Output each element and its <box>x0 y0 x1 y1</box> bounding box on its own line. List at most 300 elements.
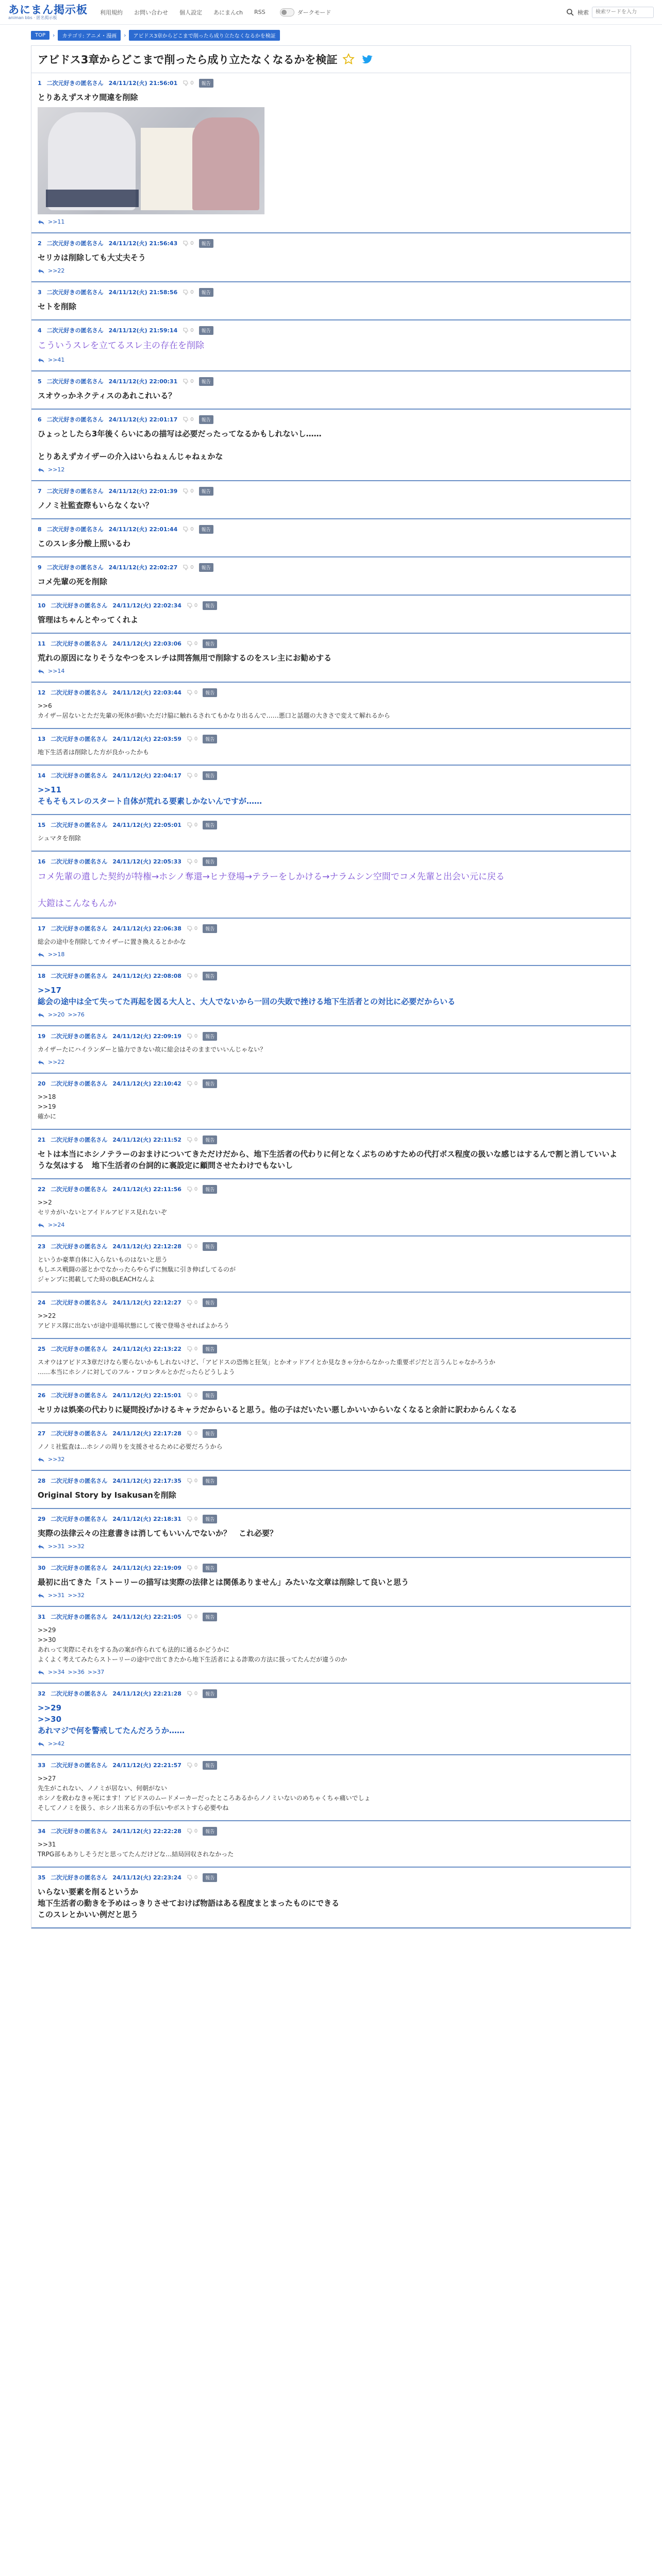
bad-button[interactable] <box>183 564 193 570</box>
report-button[interactable]: 報告 <box>199 377 213 386</box>
toggle-switch[interactable] <box>280 8 294 16</box>
poster-name: 二次元好きの匿名さん <box>46 327 104 334</box>
post-body: Original Story by Isakusanを削除 <box>38 1490 176 1500</box>
report-button[interactable]: 報告 <box>199 415 213 424</box>
poster-name: 二次元好きの匿名さん <box>51 1243 108 1250</box>
post-item <box>31 282 631 320</box>
report-button[interactable]: 報告 <box>203 1873 217 1882</box>
post-body: スオウっかネクティスのあれこれいる？ <box>38 391 176 400</box>
report-button[interactable]: 報告 <box>203 1136 217 1144</box>
reply-icon <box>38 1222 45 1228</box>
post-body: >>31 TRPG部もありしそうだと思ってたんだけどな…結局回収されなかった <box>38 1841 234 1858</box>
post-date: 24/11/12(火) 22:11:52 <box>112 1137 181 1143</box>
breadcrumb-thread[interactable]: アビドス3章からどこまで削ったら成り立たなくなるかを検証 <box>129 30 279 41</box>
reply-icon <box>38 467 45 473</box>
post-number[interactable]: 16 <box>38 858 46 865</box>
bad-count: 0 <box>194 1186 198 1192</box>
bad-count: 0 <box>194 1874 198 1880</box>
reply-icon <box>38 952 45 958</box>
bad-count: 0 <box>194 1478 198 1484</box>
post-number[interactable]: 1 <box>38 79 42 87</box>
thumb-down-icon <box>183 327 189 333</box>
post-item <box>31 766 631 815</box>
bad-count: 0 <box>194 1033 198 1039</box>
report-button[interactable]: 報告 <box>203 1391 217 1400</box>
report-button[interactable]: 報告 <box>199 288 213 297</box>
bad-button[interactable] <box>187 1186 197 1192</box>
poster-name: 二次元好きの匿名さん <box>46 378 104 385</box>
site-header <box>0 0 662 25</box>
bad-button[interactable] <box>183 327 193 333</box>
post-number[interactable]: 26 <box>38 1392 46 1399</box>
reply-icon <box>38 1456 45 1463</box>
bad-button[interactable] <box>187 1478 197 1484</box>
bad-button[interactable] <box>183 488 193 494</box>
post-number[interactable]: 17 <box>38 925 46 932</box>
bad-button[interactable] <box>183 289 193 295</box>
reply-links <box>38 1059 623 1065</box>
thumb-down-icon <box>187 1690 193 1697</box>
post-body: コメ先輩の遺した契約が特権→ホシノ奪還→ヒナ登場→テラーをしかける→ナラムシン空間でコメ先輩と出会い元に戻る 大鎧はこんなもんか <box>38 872 505 909</box>
report-button[interactable]: 報告 <box>203 857 217 866</box>
report-button[interactable]: 報告 <box>203 688 217 697</box>
reply-link[interactable]: >>22 <box>48 1059 65 1065</box>
bad-button[interactable] <box>187 1033 197 1039</box>
post-item <box>31 1074 631 1130</box>
post-header <box>38 924 623 933</box>
post-item <box>31 683 631 729</box>
thumb-down-icon <box>183 416 189 422</box>
breadcrumb <box>0 25 662 45</box>
reply-link[interactable]: >>14 <box>48 668 65 674</box>
nav-settings[interactable]: 個人設定 <box>179 9 202 16</box>
poster-name: 二次元好きの匿名さん <box>51 602 108 609</box>
report-button[interactable]: 報告 <box>203 639 217 648</box>
post-number[interactable]: 18 <box>38 972 46 979</box>
post-header <box>38 820 623 829</box>
bad-button[interactable] <box>187 772 197 778</box>
report-button[interactable]: 報告 <box>203 1345 217 1353</box>
thumb-down-icon <box>187 1080 193 1087</box>
reply-links <box>38 1740 623 1747</box>
poster-name: 二次元好きの匿名さん <box>51 1565 108 1571</box>
report-button[interactable]: 報告 <box>203 1185 217 1194</box>
thumb-down-icon <box>187 1565 193 1571</box>
poster-name: 二次元好きの匿名さん <box>51 1080 108 1087</box>
post-date: 24/11/12(火) 22:11:56 <box>112 1186 181 1193</box>
site-logo[interactable] <box>8 4 88 21</box>
bad-button[interactable] <box>187 1430 197 1436</box>
poster-name: 二次元好きの匿名さん <box>46 416 104 423</box>
thumb-down-icon <box>187 1392 193 1398</box>
bad-button[interactable] <box>183 80 193 86</box>
poster-name: 二次元好きの匿名さん <box>51 1874 108 1881</box>
post-number[interactable]: 21 <box>38 1136 46 1143</box>
post-number[interactable]: 5 <box>38 378 42 385</box>
report-button[interactable]: 報告 <box>199 239 213 248</box>
post-body: >>29 >>30 あれマジで何を警戒してたんだろうか…… <box>38 1703 185 1735</box>
post-item <box>31 1385 631 1423</box>
post-header <box>38 1826 623 1836</box>
post-number[interactable]: 7 <box>38 487 42 495</box>
reply-links <box>38 267 623 274</box>
thumb-down-icon <box>187 1828 193 1834</box>
reply-link[interactable]: >>32 <box>48 1456 65 1463</box>
bad-count: 0 <box>194 1828 198 1834</box>
post-body: セトは本当にホシノテラーのおまけについてきただけだから、地下生活者の代わりに何となくぶちのめすための代打ボス程度の扱いな感じはするんで割と消していいような気はする 地下生活者の台詞的に裏設定に顧問させたわけでもないし <box>38 1149 618 1170</box>
reply-icon <box>38 219 45 225</box>
report-button[interactable]: 報告 <box>203 924 217 933</box>
post-item <box>31 481 631 519</box>
post-number[interactable]: 8 <box>38 526 42 533</box>
thumb-down-icon <box>187 1516 193 1522</box>
post-date: 24/11/12(火) 22:03:06 <box>112 640 181 647</box>
post-header <box>38 486 623 496</box>
bad-button[interactable] <box>187 736 197 742</box>
reply-link[interactable]: >>22 <box>48 267 65 274</box>
thumb-down-icon <box>187 858 193 865</box>
post-body: こういうスレを立てるスレ主の存在を削除 <box>38 341 204 351</box>
poster-name: 二次元好きの匿名さん <box>51 1346 108 1352</box>
post-date: 24/11/12(火) 21:58:56 <box>108 289 178 296</box>
post-number[interactable]: 32 <box>38 1690 46 1697</box>
report-button[interactable]: 報告 <box>203 1477 217 1485</box>
bad-count: 0 <box>190 327 194 333</box>
bad-button[interactable] <box>183 378 193 384</box>
reply-link[interactable]: >>24 <box>48 1222 65 1228</box>
dark-mode-toggle[interactable] <box>280 8 332 16</box>
bad-count: 0 <box>194 602 198 608</box>
report-button[interactable]: 報告 <box>199 525 213 534</box>
reply-link[interactable]: >>20 <box>48 1011 65 1018</box>
post-item <box>31 1755 631 1821</box>
post-date: 24/11/12(火) 22:13:22 <box>112 1346 181 1352</box>
search-icon[interactable] <box>566 8 574 16</box>
bad-count: 0 <box>194 1516 198 1522</box>
bad-button[interactable] <box>187 640 197 647</box>
reply-links <box>38 466 623 473</box>
post-header <box>38 524 623 534</box>
search-box <box>566 7 654 18</box>
reply-icon <box>38 1544 45 1550</box>
post-date: 24/11/12(火) 22:05:01 <box>112 822 181 828</box>
reply-link[interactable]: >>11 <box>48 218 65 225</box>
post-date: 24/11/12(火) 21:56:01 <box>108 80 178 87</box>
bad-button[interactable] <box>187 822 197 828</box>
bad-button[interactable] <box>187 1874 197 1880</box>
bad-count: 0 <box>194 640 198 647</box>
post-item <box>31 919 631 966</box>
report-button[interactable]: 報告 <box>203 1032 217 1041</box>
post-header <box>38 1514 623 1523</box>
post-number[interactable]: 14 <box>38 772 46 779</box>
poster-name: 二次元好きの匿名さん <box>51 822 108 828</box>
report-button[interactable]: 報告 <box>203 1613 217 1621</box>
post-date: 24/11/12(火) 22:12:28 <box>112 1243 181 1250</box>
post-number[interactable]: 20 <box>38 1080 46 1087</box>
post-date: 24/11/12(火) 22:02:34 <box>112 602 181 609</box>
bad-count: 0 <box>190 488 194 494</box>
post-body: カイザーたにハイランダーと協力できない故に総会はそのままでいいんじゃない？ <box>38 1046 267 1053</box>
report-button[interactable]: 報告 <box>199 487 213 496</box>
post-number[interactable]: 12 <box>38 689 46 696</box>
nav-terms[interactable]: 利用規約 <box>100 9 123 16</box>
reply-links <box>38 357 623 363</box>
logo-subtitle: animan bbs · 匿名掲示板 <box>8 15 57 20</box>
report-button[interactable]: 報告 <box>199 326 213 335</box>
reply-link[interactable]: >>18 <box>48 951 65 958</box>
post-body: というか豪華自体に入らないものはないと思う もしエス戦闘の部とかでなかったらやらずに無駄に引き伸ばしてるのが ジャンプに掲載してた時のBLEACHなんよ <box>38 1256 236 1283</box>
bad-count: 0 <box>194 1080 198 1087</box>
post-number[interactable]: 9 <box>38 564 42 571</box>
report-button[interactable]: 報告 <box>199 563 213 572</box>
bad-count: 0 <box>194 1299 198 1306</box>
post-body: 最初に出てきた「ストーリーの描写は実際の法律とは関係ありません」みたいな文章は削除して良いと思う <box>38 1578 409 1587</box>
bad-count: 0 <box>190 80 194 86</box>
post-item <box>31 1236 631 1293</box>
report-button[interactable]: 報告 <box>203 1242 217 1251</box>
post-item <box>31 410 631 481</box>
reply-link[interactable]: >>76 <box>68 1011 85 1018</box>
report-button[interactable]: 報告 <box>203 1429 217 1438</box>
post-date: 24/11/12(火) 22:06:38 <box>112 925 181 932</box>
report-button[interactable]: 報告 <box>203 1827 217 1836</box>
post-number[interactable]: 15 <box>38 821 46 828</box>
post-number[interactable]: 24 <box>38 1299 46 1306</box>
bad-count: 0 <box>194 925 198 931</box>
post-header <box>38 1476 623 1485</box>
bad-button[interactable] <box>187 1299 197 1306</box>
thumb-down-icon <box>187 640 193 647</box>
bad-button[interactable] <box>187 1690 197 1697</box>
favorite-star-icon[interactable] <box>342 53 355 65</box>
reply-link[interactable]: >>42 <box>48 1740 65 1747</box>
report-button[interactable]: 報告 <box>203 1515 217 1523</box>
bad-button[interactable] <box>187 1243 197 1249</box>
reply-links <box>38 1456 623 1463</box>
post-number[interactable]: 2 <box>38 240 42 247</box>
bad-button[interactable] <box>183 240 193 246</box>
report-button[interactable]: 報告 <box>199 79 213 88</box>
thumb-down-icon <box>183 80 189 86</box>
post-header <box>38 688 623 697</box>
twitter-share-icon[interactable] <box>360 53 373 65</box>
bad-button[interactable] <box>187 1516 197 1522</box>
poster-name: 二次元好きの匿名さん <box>51 1392 108 1399</box>
thumb-down-icon <box>187 1614 193 1620</box>
report-button[interactable]: 報告 <box>203 601 217 610</box>
reply-link[interactable]: >>41 <box>48 357 65 363</box>
reply-link[interactable]: >>31 <box>48 1592 65 1599</box>
bad-button[interactable] <box>183 416 193 422</box>
thumb-down-icon <box>187 1874 193 1880</box>
post-item <box>31 1868 631 1928</box>
post-header <box>38 415 623 424</box>
post-number[interactable]: 6 <box>38 416 42 423</box>
bad-button[interactable] <box>187 1137 197 1143</box>
post-date: 24/11/12(火) 22:01:17 <box>108 416 178 423</box>
bad-count: 0 <box>194 822 198 828</box>
nav-animanch[interactable]: あにまんch <box>213 9 243 16</box>
bad-button[interactable] <box>187 925 197 931</box>
post-header <box>38 601 623 610</box>
post-item <box>31 1293 631 1339</box>
post-number[interactable]: 13 <box>38 735 46 742</box>
bad-button[interactable] <box>187 1392 197 1398</box>
bad-button[interactable] <box>187 602 197 608</box>
reply-link[interactable]: >>37 <box>87 1669 105 1675</box>
report-button[interactable]: 報告 <box>203 821 217 829</box>
search-input[interactable] <box>592 7 654 18</box>
bad-button[interactable] <box>187 1614 197 1620</box>
thumb-down-icon <box>187 1137 193 1143</box>
post-number[interactable]: 33 <box>38 1761 46 1769</box>
post-number[interactable]: 34 <box>38 1827 46 1835</box>
report-button[interactable]: 報告 <box>203 1761 217 1770</box>
post-number[interactable]: 23 <box>38 1243 46 1250</box>
post-number[interactable]: 4 <box>38 327 42 334</box>
reply-links <box>38 1222 623 1228</box>
post-body: とりあえずスオウ間違を削除 <box>38 93 138 102</box>
reply-link[interactable]: >>12 <box>48 466 65 473</box>
thumb-down-icon <box>187 1346 193 1352</box>
post-header <box>38 1135 623 1144</box>
post-number[interactable]: 28 <box>38 1477 46 1484</box>
post-number[interactable]: 27 <box>38 1430 46 1437</box>
bad-button[interactable] <box>187 973 197 979</box>
post-item <box>31 73 631 233</box>
breadcrumb-top[interactable]: TOP <box>31 31 49 40</box>
post-number[interactable]: 3 <box>38 289 42 296</box>
post-body: コメ先輩の死を削除 <box>38 577 108 586</box>
bad-button[interactable] <box>187 1080 197 1087</box>
poster-name: 二次元好きの匿名さん <box>51 1762 108 1769</box>
bad-button[interactable] <box>183 526 193 532</box>
post-number[interactable]: 10 <box>38 602 46 609</box>
post-number[interactable]: 19 <box>38 1032 46 1040</box>
reply-link[interactable]: >>32 <box>68 1543 85 1550</box>
post-number[interactable]: 30 <box>38 1564 46 1571</box>
bad-count: 0 <box>190 564 194 570</box>
post-number[interactable]: 35 <box>38 1874 46 1881</box>
post-header <box>38 771 623 780</box>
bad-count: 0 <box>194 1565 198 1571</box>
poster-name: 二次元好きの匿名さん <box>51 858 108 865</box>
report-button[interactable]: 報告 <box>203 735 217 743</box>
bad-count: 0 <box>194 1137 198 1143</box>
reply-links <box>38 1592 623 1599</box>
post-body: >>18 >>19 確かに <box>38 1093 57 1120</box>
breadcrumb-separator: › <box>124 31 126 39</box>
poster-name: 二次元好きの匿名さん <box>51 925 108 932</box>
report-button[interactable]: 報告 <box>203 771 217 780</box>
post-header <box>38 287 623 297</box>
poster-name: 二次元好きの匿名さん <box>51 973 108 979</box>
reply-icon <box>38 1012 45 1018</box>
nav-rss[interactable]: RSS <box>254 9 266 15</box>
dark-mode-label: ダークモード <box>297 9 332 16</box>
bad-button[interactable] <box>187 1762 197 1768</box>
nav-contact[interactable]: お問い合わせ <box>134 9 168 16</box>
thumb-down-icon <box>187 1299 193 1306</box>
post-body: このスレ多分酸上照いるわ <box>38 539 131 548</box>
bad-count: 0 <box>194 1430 198 1436</box>
thumb-down-icon <box>187 689 193 696</box>
post-header <box>38 734 623 743</box>
report-button[interactable]: 報告 <box>203 1079 217 1088</box>
bad-count: 0 <box>190 526 194 532</box>
post-body: ノノミ社監査は…ホシノの周りを支援させるために必要だろうから <box>38 1443 223 1450</box>
breadcrumb-separator: › <box>53 31 55 39</box>
post-item <box>31 1423 631 1471</box>
post-number[interactable]: 11 <box>38 640 46 647</box>
report-button[interactable]: 報告 <box>203 1689 217 1698</box>
post-date: 24/11/12(火) 22:01:44 <box>108 526 178 533</box>
bad-button[interactable] <box>187 689 197 696</box>
bad-button[interactable] <box>187 1565 197 1571</box>
post-item <box>31 1821 631 1868</box>
report-button[interactable]: 報告 <box>203 972 217 980</box>
post-date: 24/11/12(火) 22:03:44 <box>112 689 181 696</box>
post-date: 24/11/12(火) 22:12:27 <box>112 1299 181 1306</box>
thumb-down-icon <box>187 602 193 608</box>
bad-count: 0 <box>190 416 194 422</box>
report-button[interactable]: 報告 <box>203 1564 217 1572</box>
poster-name: 二次元好きの匿名さん <box>51 689 108 696</box>
post-item <box>31 1179 631 1236</box>
post-header <box>38 563 623 572</box>
post-body: ノノミ社監査際もいらなくない？ <box>38 501 153 510</box>
post-header <box>38 326 623 335</box>
thumb-down-icon <box>187 1243 193 1249</box>
post-header <box>38 1344 623 1353</box>
bad-button[interactable] <box>187 1346 197 1352</box>
poster-name: 二次元好きの匿名さん <box>51 1478 108 1484</box>
reply-link[interactable]: >>32 <box>68 1592 85 1599</box>
post-image[interactable] <box>38 107 264 214</box>
post-body: ひょっとしたら3年後くらいにあの描写は必要だったってなるかもしれないし…… とりあえずカイザーの介入はいらねぇんじゃねぇかな <box>38 429 322 461</box>
reply-icon <box>38 1669 45 1675</box>
post-item <box>31 1471 631 1509</box>
bad-button[interactable] <box>187 858 197 865</box>
breadcrumb-category[interactable]: カテゴリ: アニメ・漫画 <box>58 30 121 41</box>
post-item <box>31 371 631 410</box>
post-number[interactable]: 29 <box>38 1515 46 1522</box>
poster-name: 二次元好きの匿名さん <box>51 1430 108 1437</box>
post-header <box>38 1429 623 1438</box>
post-header <box>38 1184 623 1194</box>
bad-count: 0 <box>194 1243 198 1249</box>
post-date: 24/11/12(火) 21:59:14 <box>108 327 178 334</box>
poster-name: 二次元好きの匿名さん <box>46 526 104 533</box>
report-button[interactable]: 報告 <box>203 1298 217 1307</box>
post-body: >>2 セリカがいないとアイドルアビドス見れないぞ <box>38 1199 167 1216</box>
reply-link[interactable]: >>36 <box>68 1669 85 1675</box>
post-body: >>29 >>30 あれって実際にそれをする為の案が作られても法的に通るかどうかに よくよく考えてみたらストーリーの途中で出てきたから地下生活者による詐欺の方法に扱ってたんだが違うのか <box>38 1626 347 1663</box>
reply-link[interactable]: >>34 <box>48 1669 65 1675</box>
poster-name: 二次元好きの匿名さん <box>46 488 104 495</box>
reply-links <box>38 951 623 958</box>
post-body: >>6 カイザー居ないとただ先輩の死体が動いただけ脇に触れるされてもかなり出るんで……悪口と話題の大きさで変えて解れるから <box>38 702 390 719</box>
post-date: 24/11/12(火) 22:03:59 <box>112 736 181 742</box>
post-number[interactable]: 22 <box>38 1185 46 1193</box>
post-item <box>31 852 631 919</box>
post-number[interactable]: 25 <box>38 1345 46 1352</box>
bad-button[interactable] <box>187 1828 197 1834</box>
reply-link[interactable]: >>31 <box>48 1543 65 1550</box>
post-header <box>38 1612 623 1621</box>
post-number[interactable]: 31 <box>38 1613 46 1620</box>
